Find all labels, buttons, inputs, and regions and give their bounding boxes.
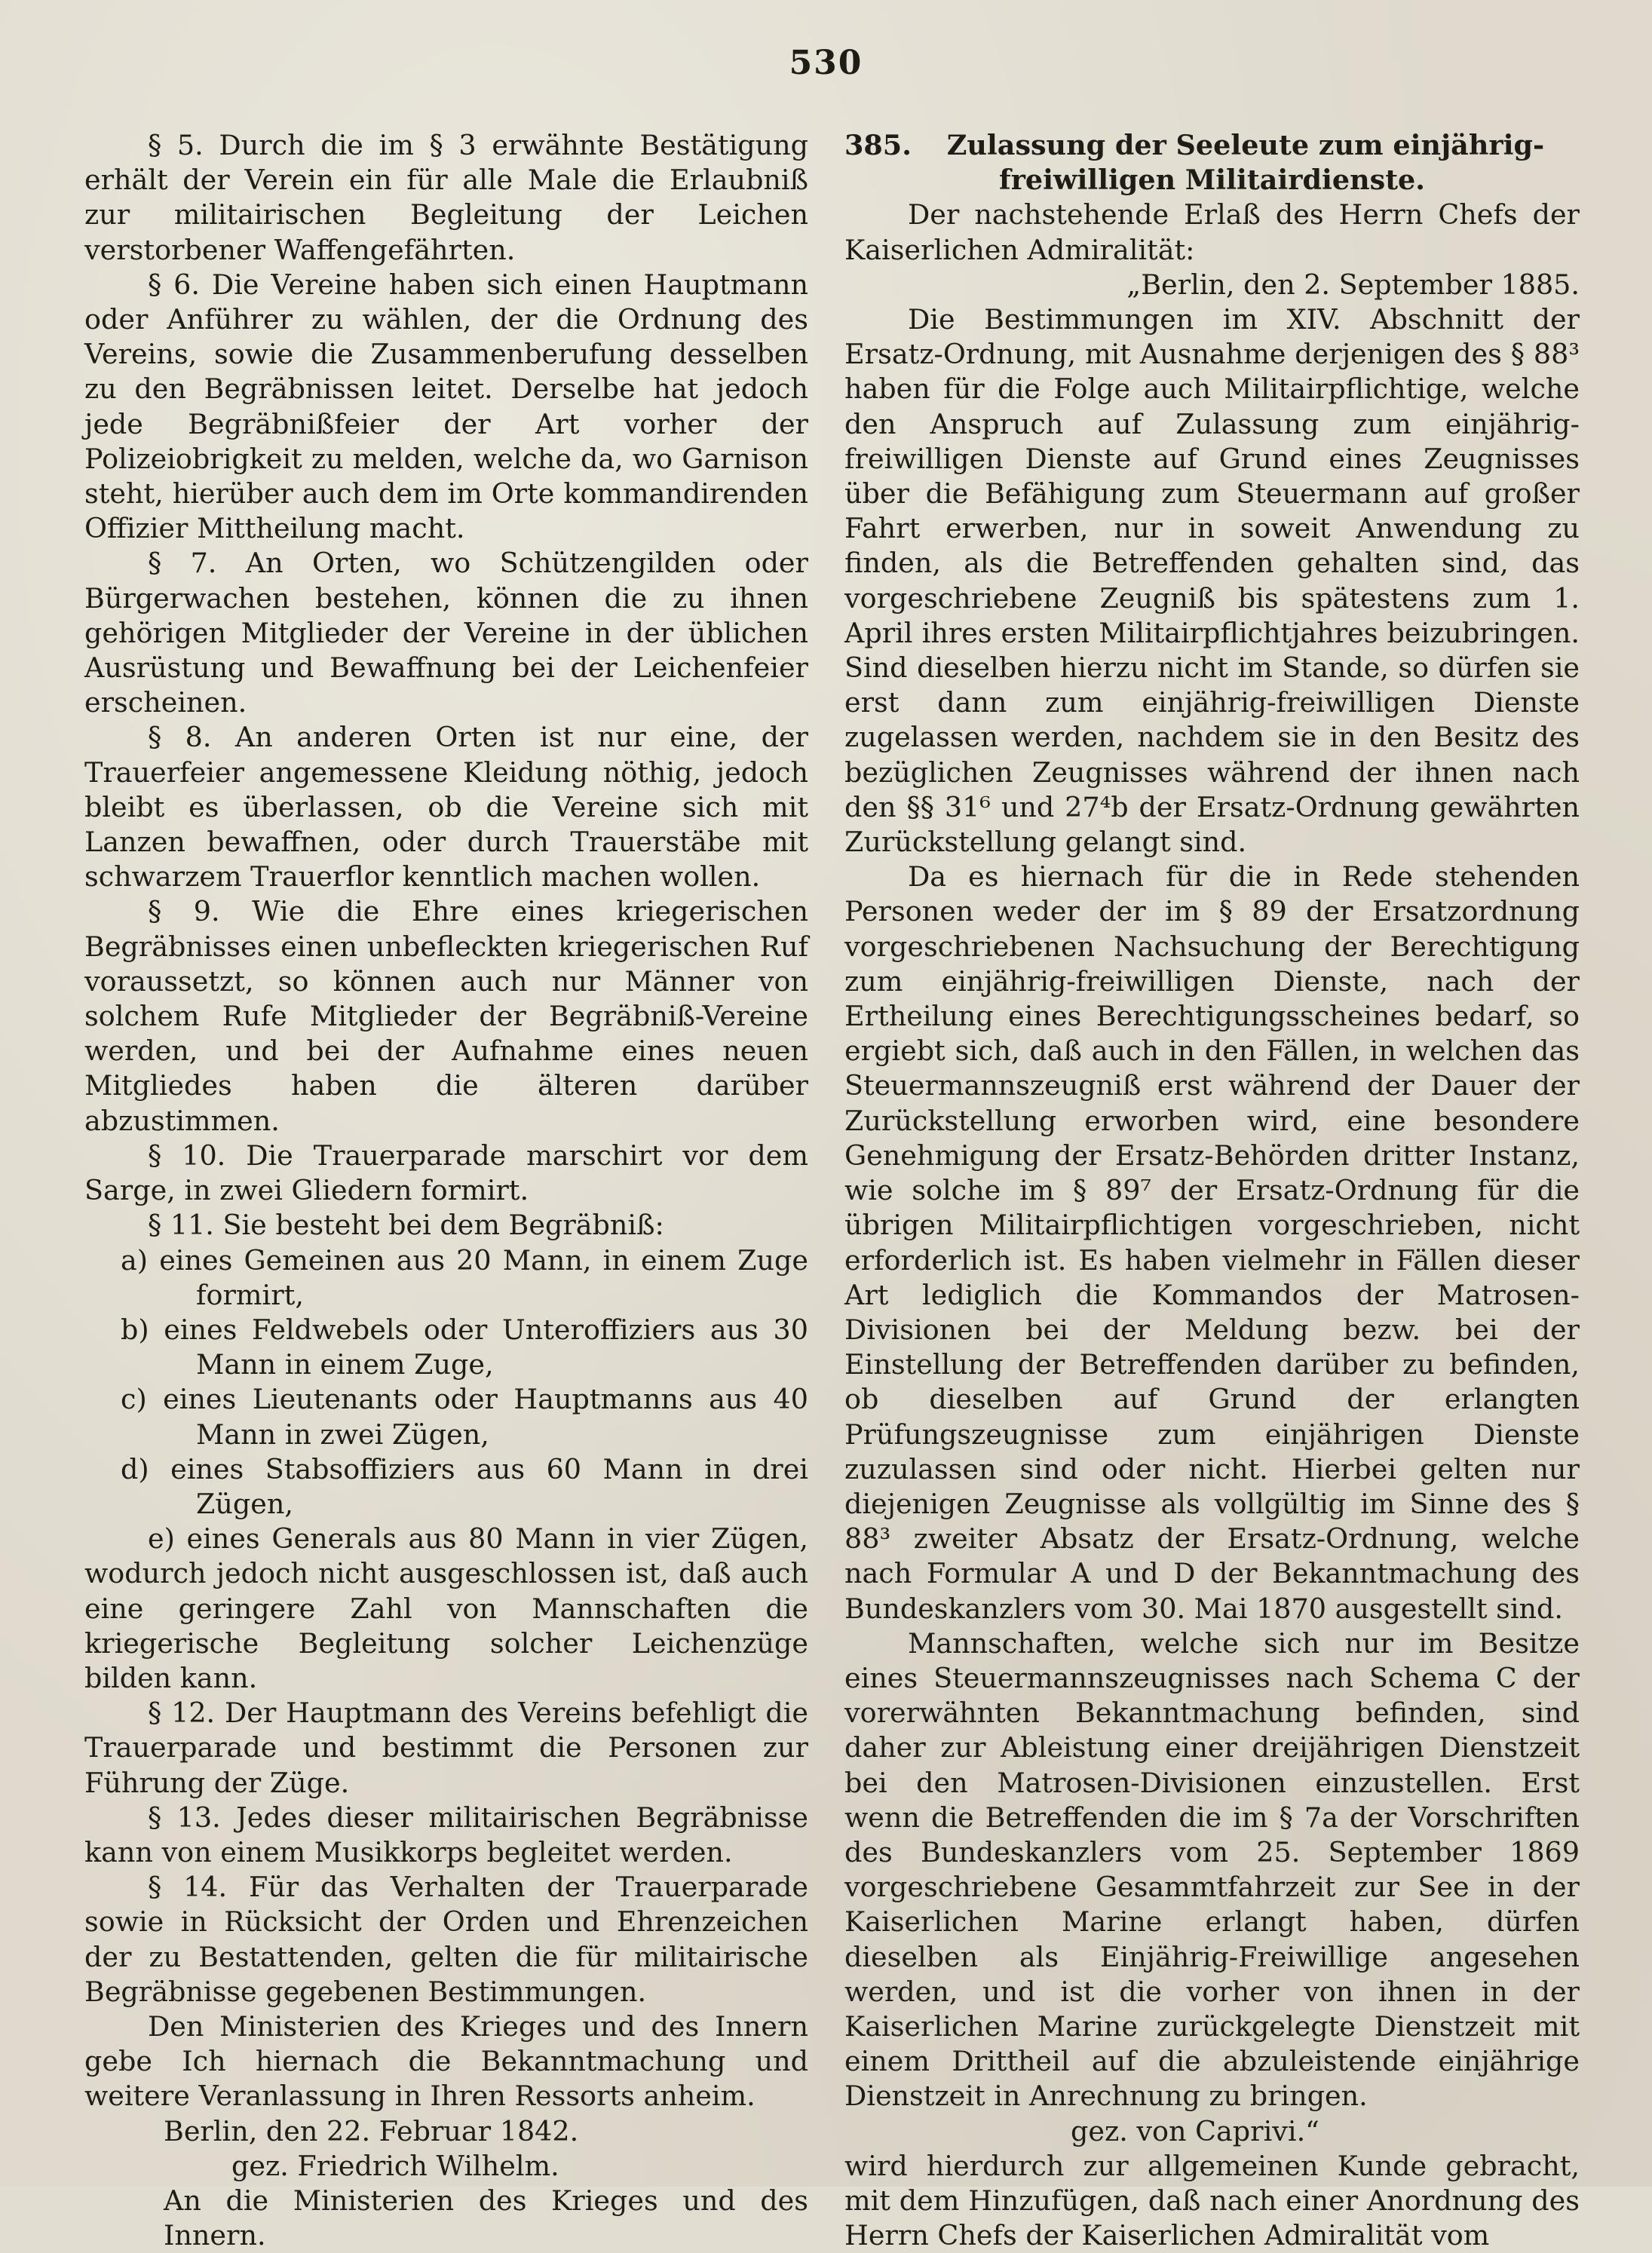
section-number: 385. bbox=[844, 129, 912, 161]
paragraph-section-13: § 13. Jedes dieser militairischen Begräbnisse kann von einem Musikkorps begleitet werden. bbox=[84, 1801, 808, 1868]
list-item-text: eines Feldwebels oder Unteroffiziers aus 30 Mann in einem Zuge, bbox=[164, 1313, 808, 1381]
paragraph-regulations: Die Bestimmungen im XIV. Abschnitt der Ersatz-Ordnung, mit Ausnahme derjenigen des § 88³ haben für die Folge auch Militairpflichtige, welche den Anspruch auf Zulassung zum einjährig-freiwilligen Dienste auf Grund eines Zeugnisses über die Befähigung zum Steuermann auf großer Fahrt erwerben, nur in soweit Anwendung zu finden, als die Betreffenden gehalten sind, das vorgeschriebene Zeugniß bis spätestens zum 1. April ihres ersten Militairpflichtjahres beizubringen. Sind dieselben hierzu nicht im Stande, so dürfen sie erst dann zum einjährig-freiwilligen Dienste zugelassen werden, nachdem sie in den Besitz des bezüglichen Zeugnisses während der ihnen nach den §§ 31⁶ und 27⁴b der Ersatz-Ordnung gewährten Zurückstellung gelangt sind. bbox=[844, 303, 1580, 859]
page-number: 530 bbox=[789, 44, 863, 82]
decree-date: Berlin, den 22. Februar 1842. bbox=[164, 2114, 579, 2147]
decree-addressee: An die Ministerien des Krieges und des Innern. bbox=[164, 2184, 808, 2252]
section-title-line2: freiwilligen Militairdienste. bbox=[999, 164, 1425, 197]
paragraph-section-11: § 11. Sie besteht bei dem Begräbniß: bbox=[148, 1209, 664, 1242]
paragraph-section-10: § 10. Die Trauerparade marschirt vor dem Sarge, in zwei Gliedern formirt. bbox=[84, 1139, 808, 1207]
list-item-label: a) bbox=[121, 1243, 149, 1277]
section-heading bbox=[844, 128, 1580, 198]
paragraph-section-6: § 6. Die Vereine haben sich einen Hauptmann oder Anführer zu wählen, der die Ordnung des Vereins, sowie die Zusammenberufung desselben zu den Begräbnissen leitet. Derselbe hat jedoch jede Begräbnißfeier der Art vorher der Polizeiobrigkeit zu melden, welche da, wo Garnison steht, hierüber auch dem im Orte kommandirenden Offizier Mittheilung macht. bbox=[84, 268, 808, 545]
right-column bbox=[844, 128, 1580, 2253]
paragraph-intro: Der nachstehende Erlaß des Herrn Chefs der Kaiserlichen Admiralität: bbox=[844, 198, 1580, 266]
list-item-text: eines Lieutenants oder Hauptmanns aus 40 Mann in zwei Zügen, bbox=[163, 1383, 809, 1451]
list-item-label: d) bbox=[121, 1452, 149, 1485]
decree-signature: gez. Friedrich Wilhelm. bbox=[231, 2149, 559, 2182]
list-item bbox=[84, 1313, 808, 1382]
paragraph-section-9: § 9. Wie die Ehre eines kriegerischen Begräbnisses einen unbefleckten kriegerischen Ruf voraussetzt, so können auch nur Männer von solchem Rufe Mitglieder der Begräbniß-Vereine werden, und bei der Aufnahme eines neuen Mitgliedes haben die älteren darüber abzustimmen. bbox=[84, 895, 808, 1137]
paragraph-crew: Mannschaften, welche sich nur im Besitze eines Steuermannszeugnisses nach Schema C der vorerwähnten Bekanntmachung befinden, sind daher zur Ableistung einer dreijährigen Dienstzeit bei den Matrosen-Divisionen einzustellen. Erst wenn die Betreffenden die im § 7a der Vorschriften des Bundeskanzlers vom 25. September 1869 vorgeschriebene Gesammtfahrzeit zur See in der Kaiserlichen Marine erlangt haben, dürfen dieselben als Einjährig-Freiwillige angesehen werden, und ist die vorher von ihnen in der Kaiserlichen Marine zurückgelegte Dienstzeit mit einem Drittheil auf die abzuleistende einjährige Dienstzeit in Anrechnung zu bringen. bbox=[844, 1626, 1580, 2113]
paragraph-section-7: § 7. An Orten, wo Schützengilden oder Bürgerwachen bestehen, können die zu ihnen gehörigen Mitglieder der Vereine in der üblichen Ausrüstung und Bewaffnung bei der Leichenfeier erscheinen. bbox=[84, 547, 808, 719]
paragraph-section-14: § 14. Für das Verhalten der Trauerparade sowie in Rücksicht der Orden und Ehrenzeichen der zu Bestattenden, gelten die für militairische Begräbnisse gegebenen Bestimmungen. bbox=[84, 1871, 808, 2008]
paragraph-procedure: Da es hiernach für die in Rede stehenden Personen weder der im § 89 der Ersatzordnung vorgeschriebenen Nachsuchung der Berechtigung zum einjährig-freiwilligen Dienste, nach der Ertheilung eines Berechtigungsscheines bedarf, so ergiebt sich, daß auch in den Fällen, in welchen das Steuermannszeugniß erst während der Dauer der Zurückstellung erworben wird, eine besondere Genehmigung der Ersatz-Behörden dritter Instanz, wie solche im § 89⁷ der Ersatz-Ordnung für die übrigen Militairpflichtigen vorgeschrieben, nicht erforderlich ist. Es haben vielmehr in Fällen dieser Art lediglich die Kommandos der Matrosen-Divisionen bei der Meldung bezw. bei der Einstellung der Betreffenden darüber zu befinden, ob dieselben auf Grund der erlangten Prüfungszeugnisse zum einjährigen Dienste zuzulassen sind oder nicht. Hierbei gelten nur diejenigen Zeugnisse als vollgültig im Sinne des § 88³ zweiter Absatz der Ersatz-Ordnung, welche nach Formular A und D der Bekanntmachung des Bundeskanzlers vom 30. Mai 1870 ausgestellt sind. bbox=[844, 860, 1580, 1625]
procession-list bbox=[84, 1243, 808, 1522]
decree-signature: gez. von Caprivi.“ bbox=[1071, 2114, 1319, 2147]
list-item bbox=[84, 1382, 808, 1451]
list-item bbox=[84, 1243, 808, 1313]
paragraph-ministries: Den Ministerien des Krieges und des Innern gebe Ich hiernach die Bekanntmachung und weitere Veranlassung in Ihren Ressorts anheim. bbox=[84, 2009, 808, 2113]
list-item-text: eines Gemeinen aus 20 Mann, in einem Zuge formirt, bbox=[159, 1243, 809, 1311]
list-item-label: c) bbox=[121, 1383, 147, 1416]
paragraph-section-8: § 8. An anderen Orten ist nur eine, der Trauerfeier angemessene Kleidung nöthig, jedoch bleibt es überlassen, ob die Vereine sich mit Lanzen bewaffnen, oder durch Trauerstäbe mit schwarzem Trauerflor kenntlich machen wollen. bbox=[84, 721, 808, 894]
left-column bbox=[84, 128, 808, 2253]
list-item-e: e) eines Generals aus 80 Mann in vier Zügen, wodurch jedoch nicht ausgeschlossen ist, daß auch eine geringere Zahl von Mannschaften die kriegerische Begleitung solcher Leichenzüge bilden kann. bbox=[84, 1522, 808, 1694]
paragraph-section-12: § 12. Der Hauptmann des Vereins befehligt die Trauerparade und bestimmt die Personen zur Führung der Züge. bbox=[84, 1697, 808, 1799]
section-title-line1: Zulassung der Seeleute zum einjährig- bbox=[946, 129, 1545, 161]
decree-date: „Berlin, den 2. September 1885. bbox=[1126, 268, 1580, 301]
paragraph-closing: wird hierdurch zur allgemeinen Kunde gebracht, mit dem Hinzufügen, daß nach einer Anordnung des Herrn Chefs der Kaiserlichen Admiralität vom bbox=[844, 2149, 1580, 2252]
paragraph-section-5: § 5. Durch die im § 3 erwähnte Bestätigung erhält der Verein ein für alle Male die Erlaubniß zur militairischen Begleitung der Leichen verstorbener Waffengefährten. bbox=[84, 129, 808, 266]
list-item-label: b) bbox=[121, 1313, 149, 1346]
list-item bbox=[84, 1452, 808, 1522]
list-item-text: eines Stabsoffiziers aus 60 Mann in drei Zügen, bbox=[170, 1452, 808, 1520]
